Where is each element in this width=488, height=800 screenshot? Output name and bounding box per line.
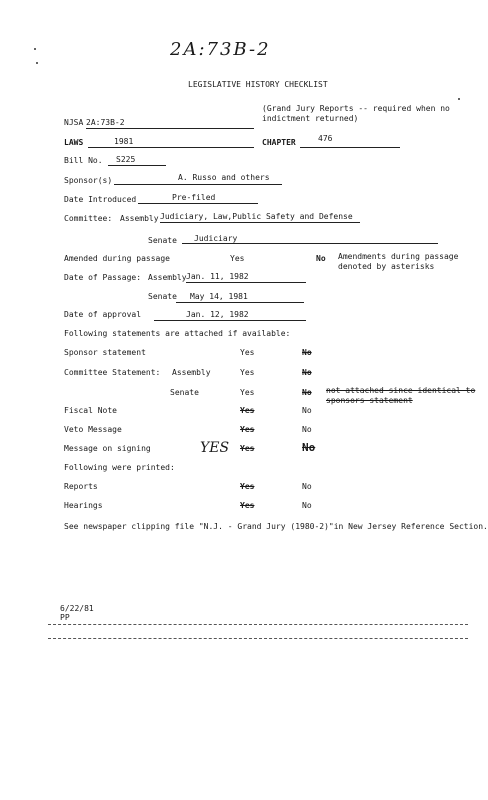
message-signing-yes: Yes xyxy=(240,444,255,453)
senate-committee-value: Judiciary xyxy=(194,234,238,243)
veto-message-no: No xyxy=(302,425,312,434)
amended-no: No xyxy=(316,254,326,263)
sponsor-statement-no: No xyxy=(302,348,312,357)
approval-underline xyxy=(154,320,306,321)
fiscal-note-label: Fiscal Note xyxy=(64,406,117,415)
reports-yes: Yes xyxy=(240,482,255,491)
date-introduced-underline xyxy=(138,203,258,204)
committee-assembly-yes: Yes xyxy=(240,368,255,377)
passage-senate-underline xyxy=(176,302,304,303)
sponsor-underline xyxy=(114,184,282,185)
committee-label: Committee: xyxy=(64,214,113,223)
hearings-yes: Yes xyxy=(240,501,255,510)
hearings-no: No xyxy=(302,501,312,510)
scan-speck xyxy=(34,48,36,50)
fiscal-note-yes: Yes xyxy=(240,406,255,415)
amended-label: Amended during passage xyxy=(64,254,170,263)
veto-message-label: Veto Message xyxy=(64,425,122,434)
sponsor-statement-yes: Yes xyxy=(240,348,255,357)
committee-statement-senate: Senate xyxy=(170,388,199,397)
njsa-note: (Grand Jury Reports -- required when no indictment returned) xyxy=(262,104,450,123)
chapter-value: 476 xyxy=(318,134,333,143)
reports-no: No xyxy=(302,482,312,491)
committee-assembly-no: No xyxy=(302,368,312,377)
date-introduced-value: Pre-filed xyxy=(172,193,216,202)
passage-label: Date of Passage: xyxy=(64,273,142,282)
footer-initials: PP xyxy=(60,613,70,622)
passage-assembly-underline xyxy=(186,282,306,283)
committee-senate-no: No xyxy=(302,388,312,397)
passage-senate-date: May 14, 1981 xyxy=(190,292,248,301)
date-introduced-label: Date Introduced xyxy=(64,195,137,204)
laws-value: 1981 xyxy=(114,137,134,146)
scan-speck xyxy=(36,62,38,64)
laws-underline xyxy=(88,147,254,148)
committee-senate-yes: Yes xyxy=(240,388,255,397)
newspaper-clipping-note: See newspaper clipping file "N.J. - Grand Jury (1980-2)"in New Jersey Reference Section. xyxy=(64,522,488,531)
committee-statement-label: Committee Statement: xyxy=(64,368,161,377)
sponsor-label: Sponsor(s) xyxy=(64,176,113,185)
chapter-label: CHAPTER xyxy=(262,138,296,147)
message-signing-label: Message on signing xyxy=(64,444,151,453)
passage-senate-label: Senate xyxy=(148,292,177,301)
committee-assembly-label: Assembly xyxy=(120,214,159,223)
footer-dashed-line-1 xyxy=(48,624,468,625)
njsa-label: NJSA xyxy=(64,118,84,127)
message-signing-no: No xyxy=(302,441,316,454)
approval-date: Jan. 12, 1982 xyxy=(186,310,249,319)
veto-message-yes: Yes xyxy=(240,425,255,434)
printed-heading: Following were printed: xyxy=(64,463,175,472)
laws-label: LAWS xyxy=(64,138,84,147)
njsa-underline xyxy=(86,128,254,129)
assembly-committee-underline xyxy=(160,222,360,223)
committee-senate-label: Senate xyxy=(148,236,177,245)
njsa-value: 2A:73B-2 xyxy=(86,118,125,127)
approval-label: Date of approval xyxy=(64,310,142,319)
bill-label: Bill No. xyxy=(64,156,103,165)
passage-assembly-date: Jan. 11, 1982 xyxy=(186,272,249,281)
amended-note: Amendments during passage denoted by asterisks xyxy=(338,252,459,271)
attached-heading: Following statements are attached if available: xyxy=(64,329,291,338)
hearings-label: Hearings xyxy=(64,501,103,510)
committee-senate-note: not attached since identical to sponsors statement xyxy=(326,386,476,405)
bill-underline xyxy=(108,165,166,166)
scan-speck xyxy=(458,98,460,100)
committee-statement-assembly: Assembly xyxy=(172,368,211,377)
chapter-underline xyxy=(300,147,400,148)
sponsor-statement-label: Sponsor statement xyxy=(64,348,146,357)
handwritten-statute-number: 2A:73B-2 xyxy=(170,39,271,60)
senate-committee-underline xyxy=(182,243,438,244)
amended-yes: Yes xyxy=(230,254,245,263)
page-title: LEGISLATIVE HISTORY CHECKLIST xyxy=(188,80,328,89)
passage-assembly-label: Assembly xyxy=(148,273,187,282)
bill-value: S225 xyxy=(116,155,136,164)
reports-label: Reports xyxy=(64,482,98,491)
fiscal-note-no: No xyxy=(302,406,312,415)
footer-date: 6/22/81 xyxy=(60,604,94,613)
sponsor-value: A. Russo and others xyxy=(178,173,270,182)
footer-dashed-line-2 xyxy=(48,638,468,639)
assembly-committee-value: Judiciary, Law,Public Safety and Defense xyxy=(160,212,353,221)
message-signing-handwritten: YES xyxy=(200,440,230,456)
